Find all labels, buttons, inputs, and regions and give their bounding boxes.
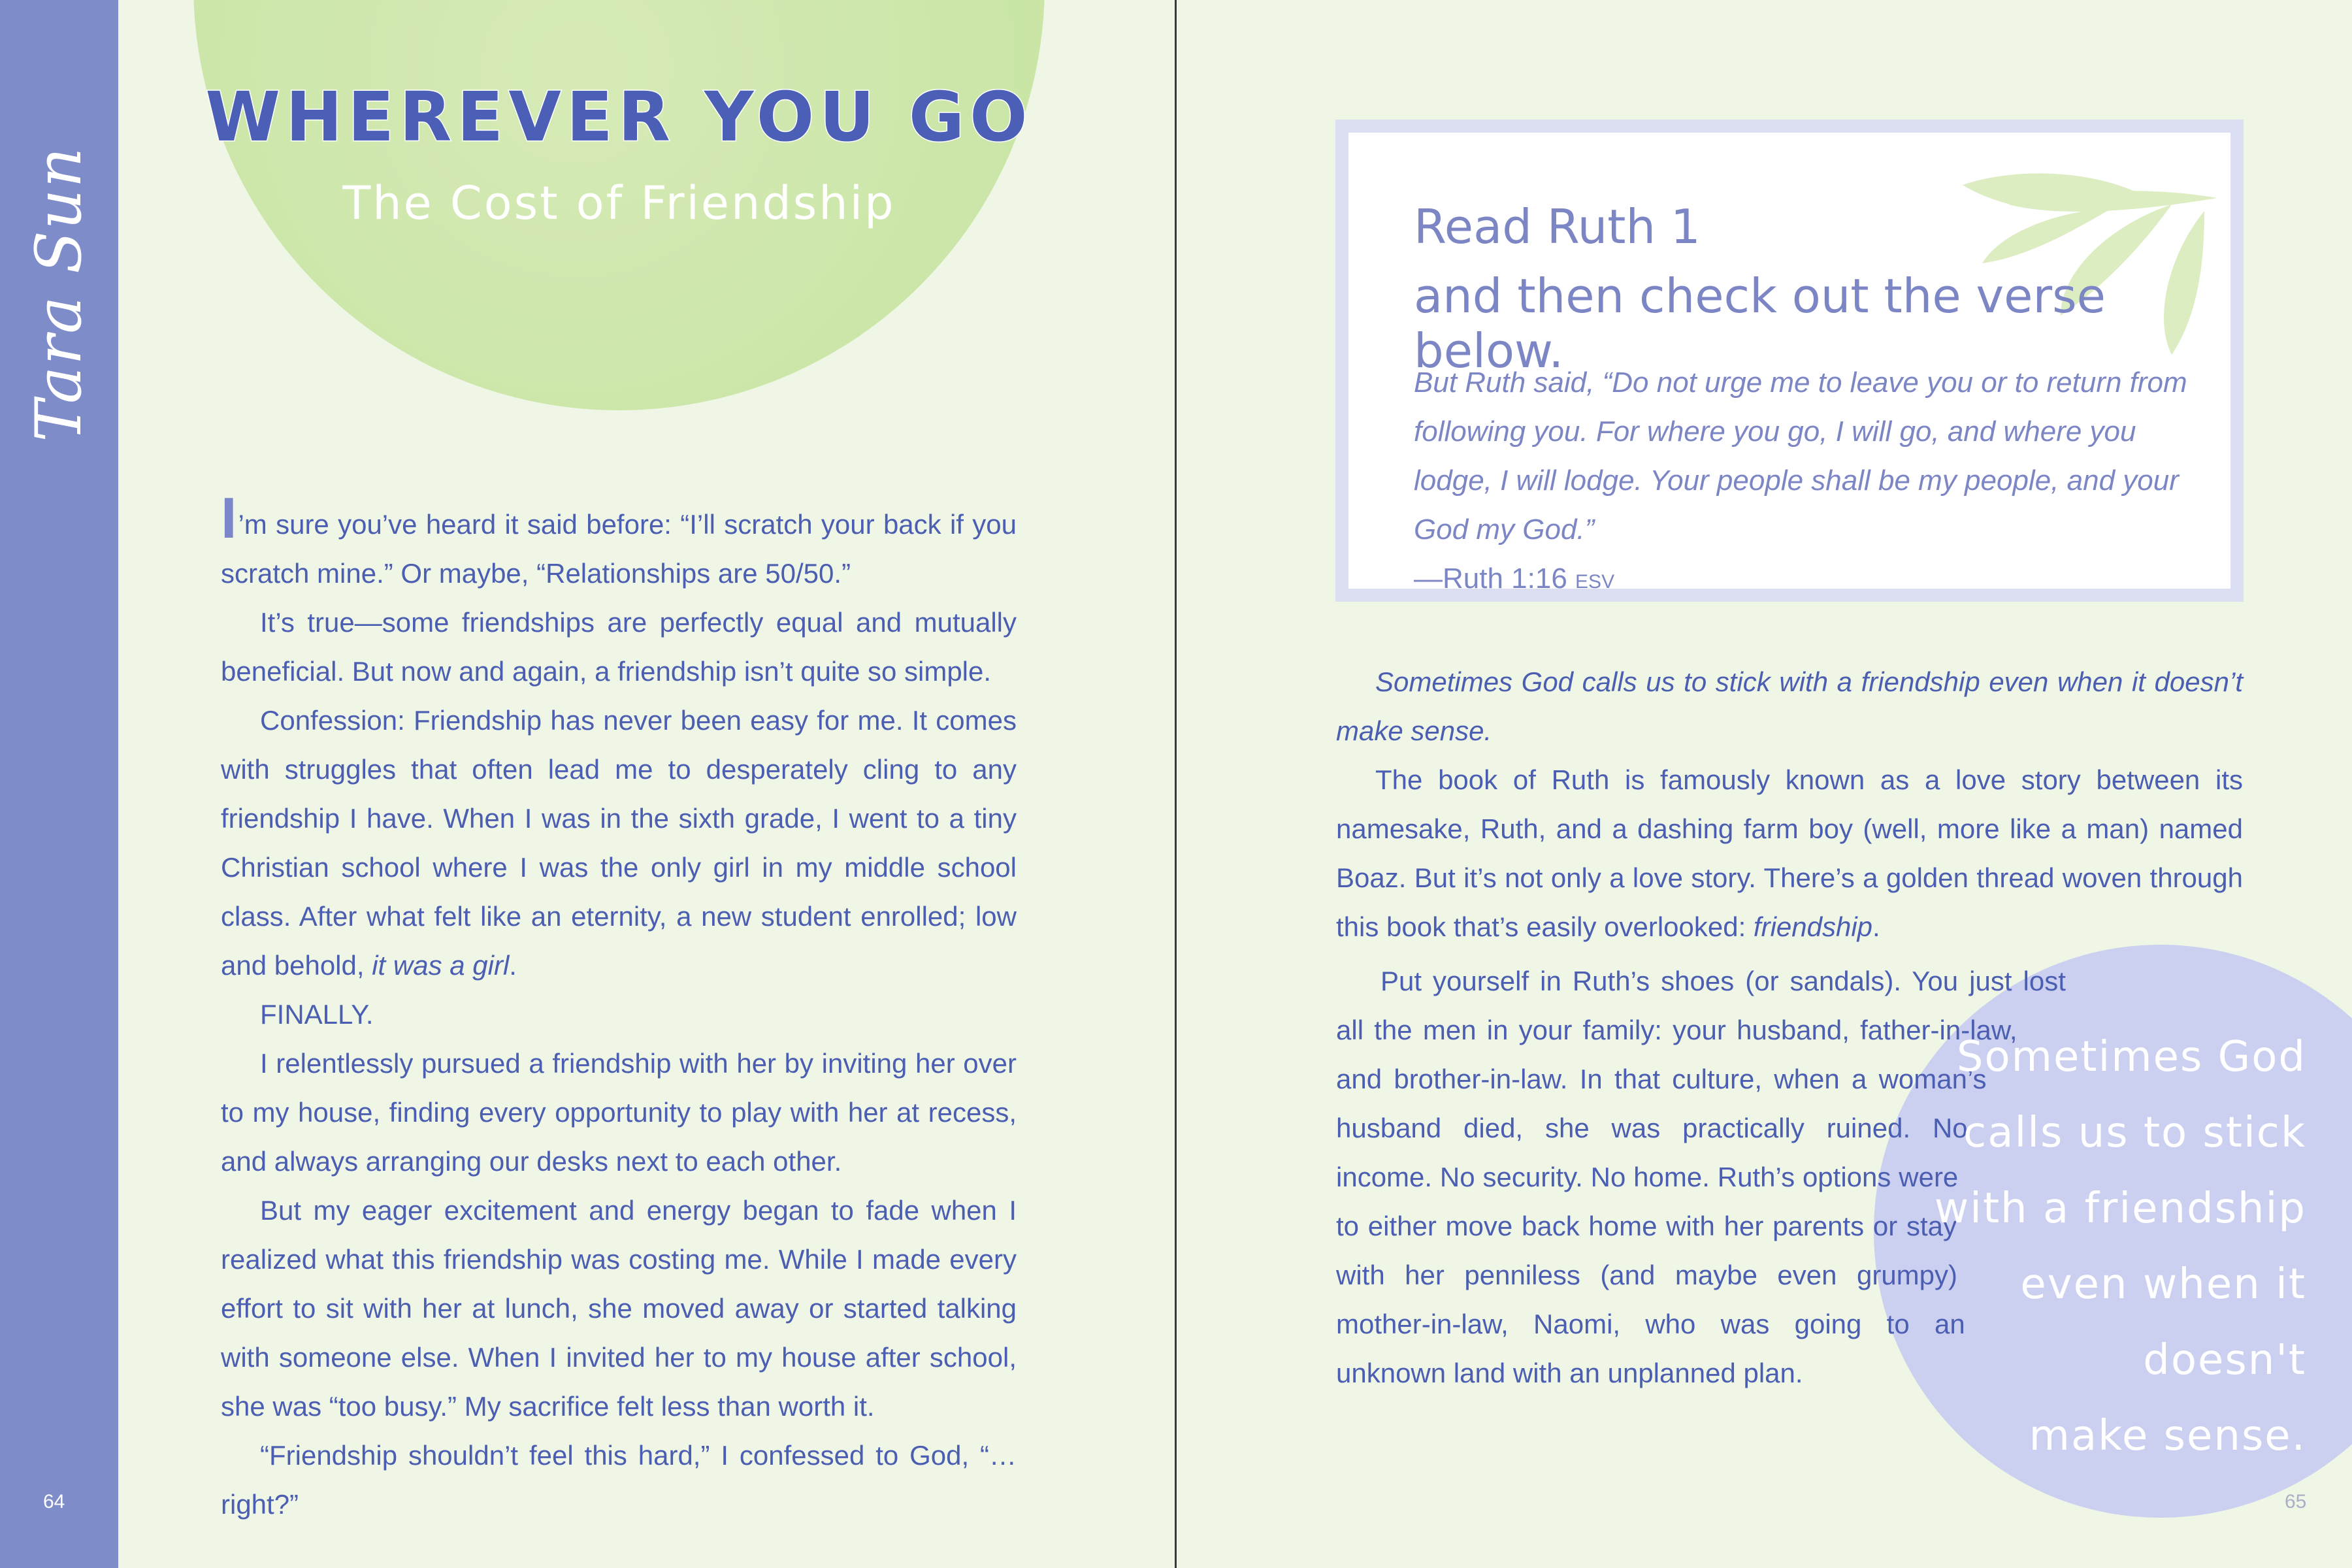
page-number-right: 65 (2285, 1491, 2307, 1512)
book-spine-divider (1175, 0, 1177, 1568)
pull-quote (1895, 1019, 2306, 1474)
read-instruction-line-1: Read Ruth 1 (1414, 199, 1701, 254)
pull-quote-line: make sense. (2029, 1412, 2306, 1460)
paragraph-1: I’m sure you’ve heard it said before: “I’ll scratch your back if you scratch mine.” Or maybe, “Relationships are 50/50.” (221, 485, 1017, 589)
drop-cap: I (221, 485, 237, 550)
paragraph-2: It’s true—some friendships are perfectly equal and mutually beneficial. But now and again, a friendship isn’t quite so simple. (221, 607, 1017, 687)
pull-quote-line: even when it doesn't (2020, 1260, 2306, 1384)
chapter-subtitle: The Cost of Friendship (342, 176, 896, 230)
verse-reference: —Ruth 1:16 (1414, 563, 1567, 595)
read-instruction-line-2: and then check out the verse below. (1414, 269, 2106, 378)
author-sidebar (0, 0, 118, 1568)
left-page-body (221, 485, 1017, 1529)
paragraph-4: FINALLY. (260, 999, 374, 1030)
scripture-verse: But Ruth said, “Do not urge me to leave you or to return from following you. For where you go, I will go, and where you lodge, I will lodge. Your people shall be my people, and your God my God.” —Ruth 1:16 ESV (1414, 367, 2187, 595)
right-paragraph-2: The book of Ruth is famously known as a love story between its namesake, Ruth, and a dashing farm boy (well, more like a man) named Boaz. But it’s not only a love story. There’s a golden thread woven through this book that’s easily overlooked: friendship. (1336, 764, 2243, 942)
paragraph-7: “Friendship shouldn’t feel this hard,” I confessed to God, “…right?” (221, 1440, 1017, 1520)
paragraph-6: But my eager excitement and energy began to fade when I realized what this friendship was costing me. While I made every effort to sit with her at lunch, she moved away or started talking with someone else. When I invited her to my house after school, she was “too busy.” My sacrifice felt less than worth it. (221, 1195, 1017, 1422)
verse-version: ESV (1575, 571, 1615, 593)
right-paragraph-3: Put yourself in Ruth’s shoes (or sandals). You just lost all the men in your family: your husband, father-in-law, and brother-in-law. In that culture, when a woman’s husband died, she was practically ruined. No income. No security. No home. Ruth’s options were to either move back home with her parents or stay with her penniless (and maybe even grumpy) mother-in-law, Naomi, who was going to an unknown land with an unplanned plan. (1336, 966, 2066, 1388)
page-number-left: 64 (43, 1491, 65, 1512)
reading-box (1335, 120, 2244, 602)
pull-quote-line: calls us to stick (1963, 1109, 2306, 1157)
pull-quote-line: Sometimes God (1956, 1033, 2306, 1081)
chapter-title: WHEREVER YOU GO (205, 77, 1033, 157)
right-page-body-top (1336, 657, 2243, 951)
paragraph-5: I relentlessly pursued a friendship with her by inviting her over to my house, finding every opportunity to play with her at recess, and always arranging our desks next to each other. (221, 1048, 1017, 1177)
author-name: Tara Sun (22, 146, 95, 442)
right-paragraph-1: Sometimes God calls us to stick with a friendship even when it doesn’t make sense. (1336, 666, 2243, 746)
paragraph-3: Confession: Friendship has never been easy for me. It comes with struggles that often lead me to desperately cling to any friendship I have. When I was in the sixth grade, I went to a tiny Christian school where I was the only girl in my middle school class. After what felt like an eternity, a new student enrolled; low and behold, it was a girl. (221, 705, 1017, 981)
pull-quote-line: with a friendship (1934, 1184, 2306, 1233)
